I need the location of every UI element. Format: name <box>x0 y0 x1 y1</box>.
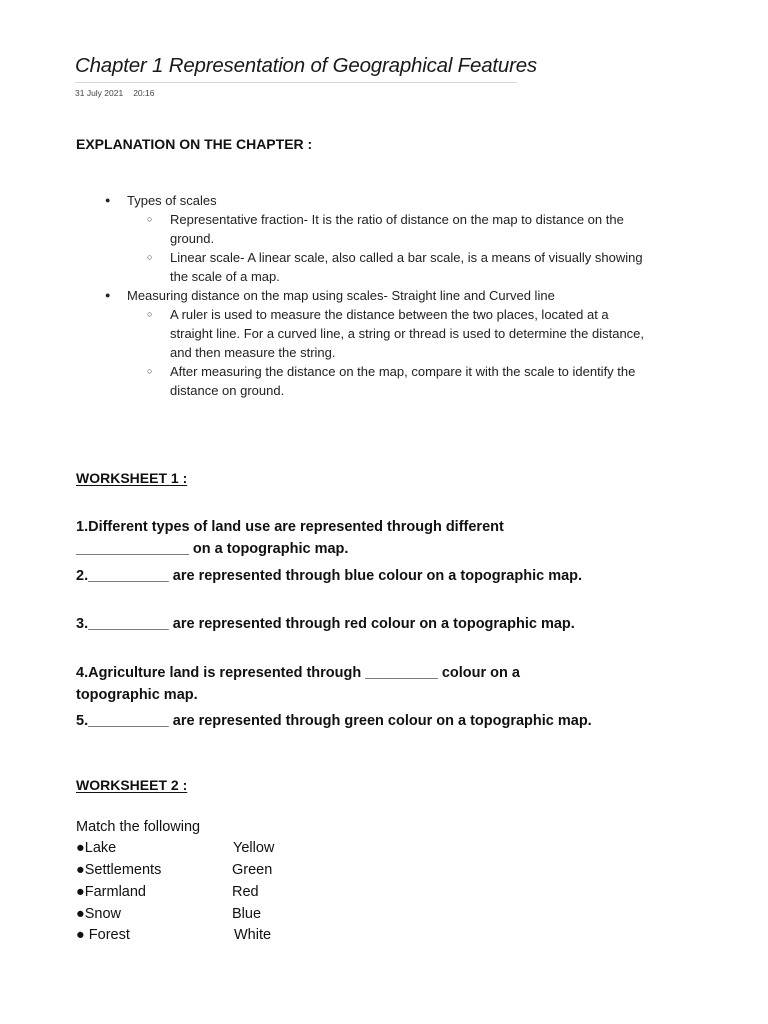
match-row <box>76 884 336 906</box>
match-row <box>76 862 336 884</box>
match-term: ●Lake <box>76 840 117 856</box>
match-term: ●Farmland <box>76 884 147 900</box>
bullet-item: ● Measuring distance on the map using scales- Straight line and Curved line <box>100 286 645 305</box>
worksheet1-heading: WORKSHEET 1 : <box>76 470 188 486</box>
worksheet1-question: 5.__________ are represented through green colour on a topographic map. <box>76 713 592 729</box>
match-term: ● Forest <box>76 927 130 943</box>
page-title: Chapter 1 Representation of Geographical Features <box>75 54 537 77</box>
sub-bullet-item: ○ Representative fraction- It is the ratio of distance on the map to distance on the ground. <box>100 210 645 248</box>
match-row <box>76 840 336 862</box>
worksheet1-question: 3.__________ are represented through red colour on a topographic map. <box>76 616 575 632</box>
explanation-heading: EXPLANATION ON THE CHAPTER : <box>76 136 313 152</box>
worksheet1-question: 1.Different types of land use are represented through different ______________ on a topographic map. <box>76 519 504 557</box>
match-option: Blue <box>232 906 262 922</box>
match-row <box>76 906 336 928</box>
sub-bullet-item: ○ Linear scale- A linear scale, also called a bar scale, is a means of visually showing the scale of a map. <box>100 248 645 286</box>
worksheet2-heading: WORKSHEET 2 : <box>76 777 188 793</box>
time-text: 20:16 <box>133 88 155 98</box>
title-divider <box>75 82 517 83</box>
date-text: 31 July 2021 <box>75 88 124 98</box>
match-row <box>76 927 336 949</box>
match-term: ●Settlements <box>76 862 162 878</box>
explanation-notes <box>100 191 645 400</box>
match-option: Green <box>232 862 273 878</box>
match-instruction: Match the following <box>76 819 201 835</box>
worksheet1-question: 4.Agriculture land is represented through _________ colour on a topographic map. <box>76 665 520 703</box>
sub-bullet-item: ○ A ruler is used to measure the distance between the two places, located at a straight line. For a curved line, a string or thread is used to determine the distance, and then measure the string. <box>100 305 645 362</box>
match-option: Red <box>232 884 259 900</box>
sub-bullet-item: ○ After measuring the distance on the map, compare it with the scale to identify the distance on ground. <box>100 362 645 400</box>
worksheet1-question: 2.__________ are represented through blue colour on a topographic map. <box>76 568 583 584</box>
match-term: ●Snow <box>76 906 122 922</box>
bullet-item: ● Types of scales <box>100 191 645 210</box>
timestamp <box>75 88 154 98</box>
match-option: Yellow <box>233 840 275 856</box>
match-option: White <box>234 927 272 943</box>
